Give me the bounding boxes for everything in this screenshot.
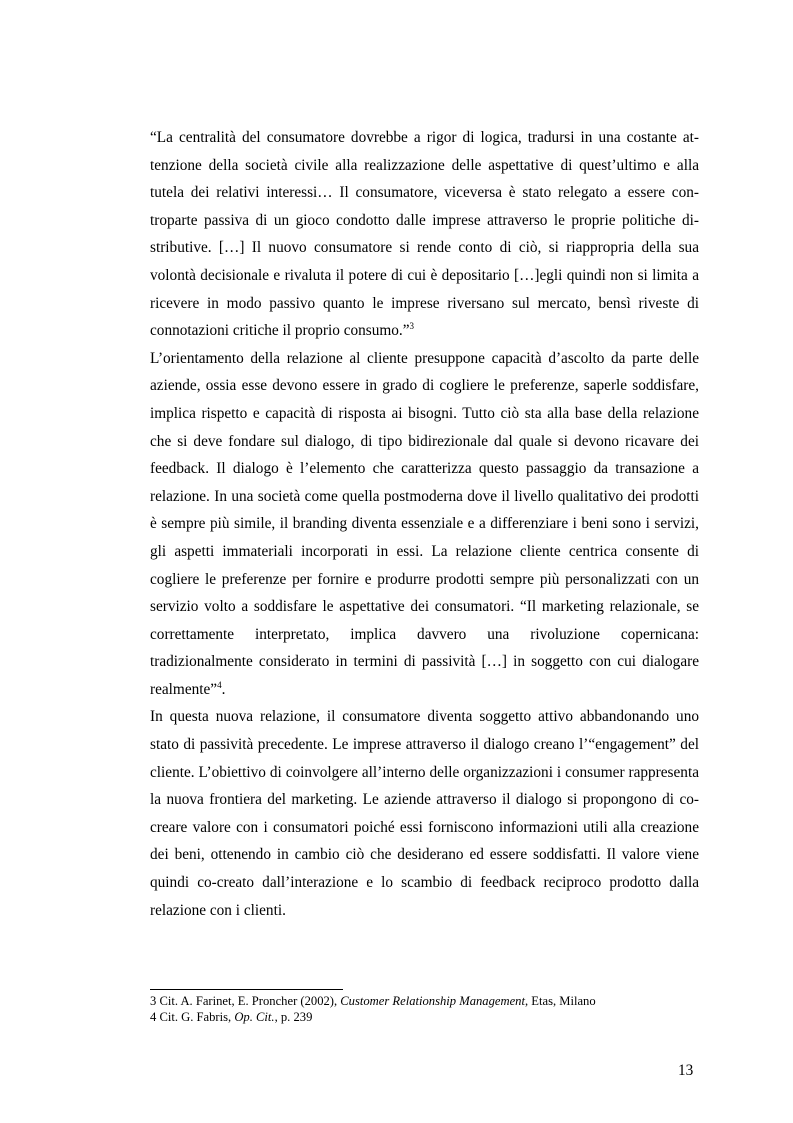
paragraph-orientamento	[150, 345, 699, 704]
body-text	[150, 124, 699, 924]
paragraph-text: L’orientamento della relazione al cliente presuppone capacità d’ascolto da parte delle aziende, ossia esse devono essere in grado di cogliere le preferenze, saperle soddisfare, implica rispetto e capacità di risposta ai bisogni. Tutto ciò sta alla base della relazione che si deve fondare sul dialogo, di tipo bidirezionale dal quale si devono ricavare dei feedback. Il dialogo è l’elemento che caratterizza questo passaggio da transazione a relazione. In una società come quella postmoderna dove il livello qualitativo dei prodotti è sempre più simile, il branding diventa essenziale e a differenziare i beni sono i servizi, gli aspetti immateriali incorporati in essi. La relazione cliente centrica consente di cogliere le preferenze per fornire e produrre prodotti sempre più personalizzati con un servizio volto a soddisfare le aspettative dei consumatori. “Il marketing relazionale, se correttamente interpretato, implica davvero una rivoluzione copernicana: tradizionalmente considerato in termini di passività […] in soggetto con cui dialogare realmente”	[150, 349, 699, 698]
paragraph-nuova-relazione	[150, 703, 699, 924]
footnote-text: 4 Cit. G. Fabris,	[150, 1009, 235, 1024]
page-number: 13	[678, 1062, 694, 1079]
footnote-text: 3 Cit. A. Farinet, E. Proncher (2002),	[150, 994, 341, 1008]
page-body	[150, 124, 699, 924]
footnote-text: , p. 239	[274, 1009, 313, 1024]
footnote-ref-3[interactable]: 3	[409, 321, 415, 332]
paragraph-quote	[150, 124, 699, 345]
footnote-divider	[150, 989, 343, 990]
footnotes	[150, 989, 699, 1025]
footnote-title: Customer Relationship Management	[340, 994, 525, 1008]
paragraph-text: “La centralità del consumatore dovrebbe a rigor di logica, tradursi in una costante attenzione della società civile alla realizzazione delle aspettative di quest’ultimo e alla tutela dei relativi interessi… Il consumatore, viceversa è stato relegato a essere controparte passiva di un gioco condotto dalle imprese attraverso le proprie politiche distributive. […] Il nuovo consumatore si rende conto di ciò, si riappropria della sua volontà decisionale e rivaluta il potere di cui è depositario […]egli quindi non si limita a ricevere in modo passivo quanto le imprese riversano sul mercato, bensì riveste di connotazioni critiche il proprio consumo.”	[150, 129, 699, 340]
footnote-4	[150, 1010, 699, 1026]
footnote-text: , Etas, Milano	[524, 994, 596, 1008]
paragraph-tail: .	[221, 680, 226, 698]
footnote-ref-4[interactable]: 4	[217, 679, 222, 690]
footnote-3	[150, 994, 699, 1010]
footnote-title: Op. Cit.	[234, 1009, 275, 1024]
paragraph-text: In questa nuova relazione, il consumatore diventa soggetto attivo abbandonando uno stato di passività precedente. Le imprese attraverso il dialogo creano l’“engagement” del cliente. L’obiettivo di coinvolgere all’interno delle organizzazioni i consumer rappresenta la nuova frontiera del marketing. Le aziende attraverso il dialogo si propongono di co-creare valore con i consumatori poiché essi forniscono informazioni utili alla creazione dei beni, ottenendo in cambio ciò che desiderano ed essere soddisfatti. Il valore viene quindi co-creato dall’interazione e lo scambio di feedback reciproco prodotto dalla relazione con i clienti.	[150, 708, 699, 919]
